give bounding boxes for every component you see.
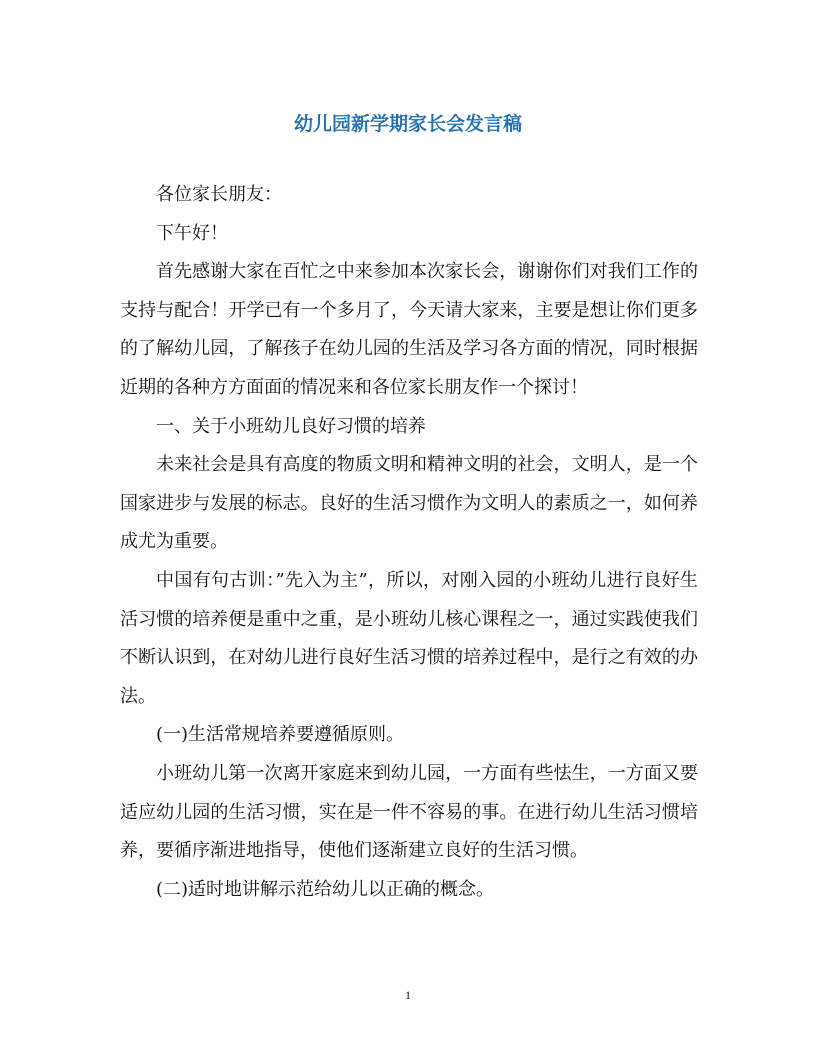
- document-title: 幼儿园新学期家长会发言稿: [293, 113, 522, 135]
- subsection-heading-2: (二)适时地讲解示范给幼儿以正确的概念。: [156, 878, 495, 900]
- paragraph-first-time: 小班幼儿第一次离开家庭来到幼儿园，一方面有些怯生，一方面又要适应幼儿园的生活习惯，实在是一件不容易的事。在进行幼儿生活习惯培养，要循序渐进地指导，使他们逐渐建立良好的生活习惯。: [120, 762, 698, 862]
- page-number: 1: [405, 988, 411, 1002]
- paragraph-intro: 首先感谢大家在百忙之中来参加本次家长会，谢谢你们对我们工作的支持与配合！开学已有一个多月了，今天请大家来，主要是想让你们更多的了解幼儿园，了解孩子在幼儿园的生活及学习各方面的情况，同时根据近期的各种方方面面的情况来和各位家长朋友作一个探讨！: [120, 261, 698, 398]
- paragraph-proverb: 中国有句古训：”先入为主”，所以，对刚入园的小班幼儿进行良好生活习惯的培养便是重中之重，是小班幼儿核心课程之一，通过实践使我们不断认识到，在对幼儿进行良好生活习惯的培养过程中，是行之有效的办法。: [120, 569, 698, 707]
- greeting: 下午好！: [156, 222, 228, 244]
- salutation: 各位家长朋友：: [156, 184, 282, 205]
- paragraph-civilization: 未来社会是具有高度的物质文明和精神文明的社会，文明人，是一个国家进步与发展的标志。良好的生活习惯作为文明人的素质之一，如何养成尤为重要。: [120, 454, 698, 553]
- subsection-heading-1: (一)生活常规培养要遵循原则。: [156, 724, 405, 746]
- document-body: [120, 176, 698, 909]
- section-heading-1: 一、关于小班幼儿良好习惯的培养: [156, 415, 426, 437]
